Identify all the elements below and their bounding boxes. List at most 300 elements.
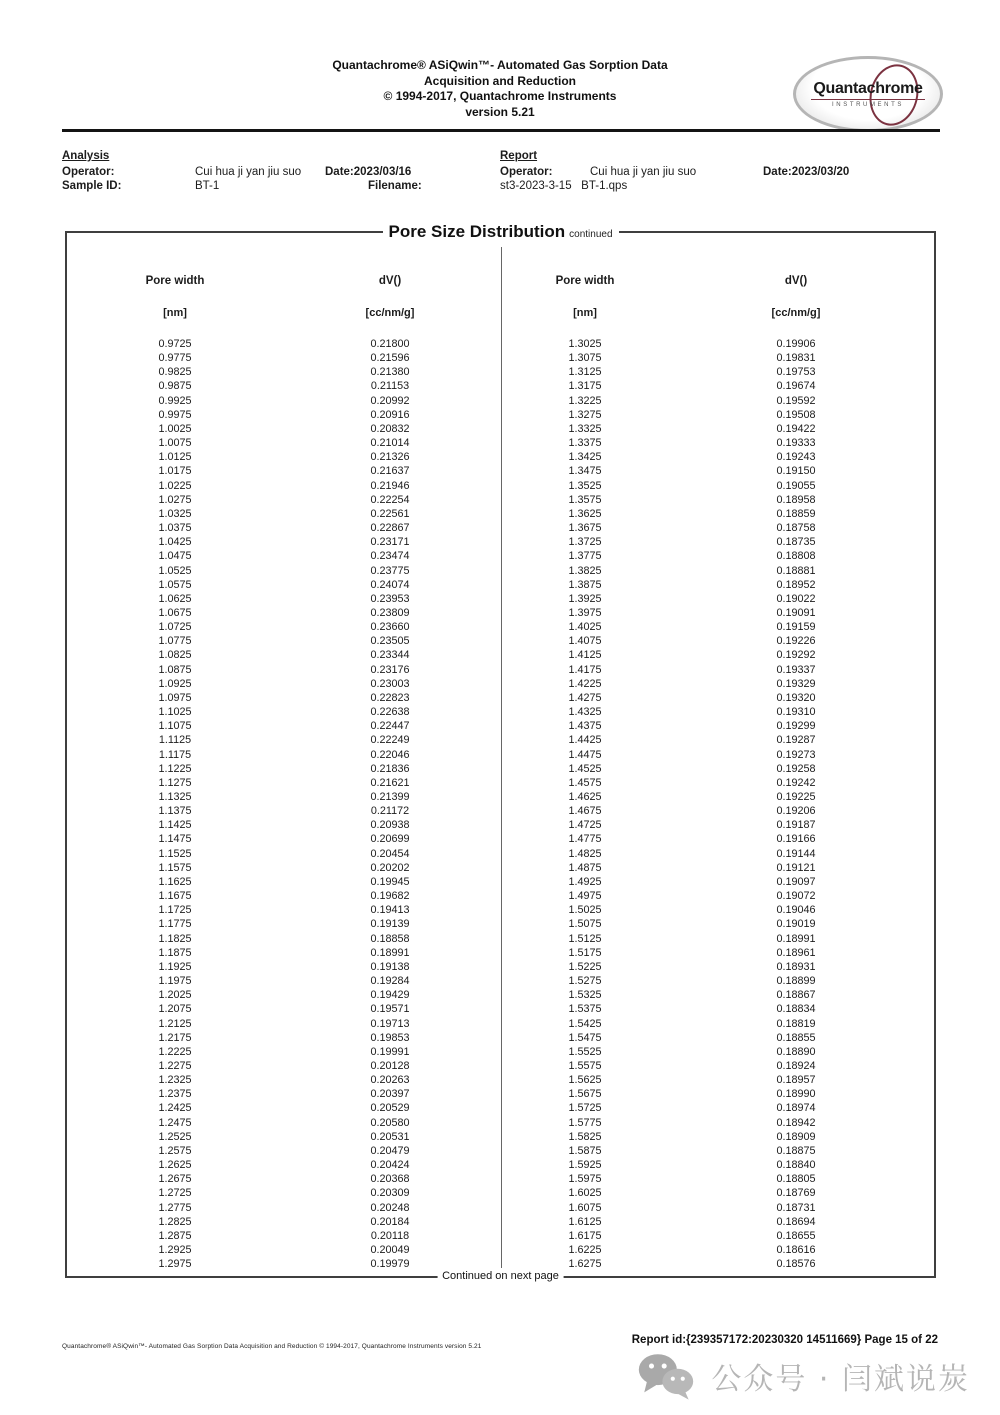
column-unit: [nm] (573, 307, 597, 319)
report-date-value: 2023/03/20 (791, 166, 850, 178)
table-cell: 1.4025 (568, 621, 602, 634)
table-cell: 0.18890 (776, 1045, 816, 1058)
wechat-watermark (637, 1352, 970, 1400)
table-cell: 1.5825 (568, 1130, 602, 1143)
table-cell: 0.19225 (776, 791, 816, 803)
table-cell: 1.5275 (568, 975, 602, 988)
column-header: dV() (378, 275, 402, 287)
table-cell: 1.5675 (568, 1088, 602, 1101)
table-cell: 0.21946 (370, 479, 410, 492)
table-cell: 0.19592 (776, 394, 816, 407)
table-cell: 0.23809 (370, 606, 410, 619)
table-cell: 0.18616 (776, 1244, 816, 1256)
table-cell: 0.19019 (776, 918, 816, 931)
analysis-date-label: Date: (325, 166, 354, 178)
table-cell: 0.18840 (776, 1159, 816, 1172)
table-cell: 0.23775 (370, 564, 410, 577)
table-cell: 0.9925 (158, 394, 192, 407)
header-line-4: version 5.21 (465, 104, 535, 119)
right-dv-column (705, 275, 887, 1271)
table-cell: 1.2425 (158, 1102, 192, 1115)
table-cell: 0.22046 (370, 748, 410, 761)
table-cell: 1.2325 (158, 1074, 192, 1087)
table-cell: 1.5725 (568, 1102, 602, 1115)
table-cell: 1.6075 (568, 1201, 602, 1214)
table-cell: 1.2075 (158, 1003, 192, 1016)
table-cell: 0.18834 (776, 1003, 816, 1016)
report-section-title: Report (500, 150, 538, 162)
table-cell: 0.22823 (370, 691, 410, 704)
table-cell: 1.2925 (158, 1244, 192, 1256)
table-cell: 1.4825 (568, 847, 602, 860)
table-cell: 1.4275 (568, 691, 602, 704)
table-cell: 0.20938 (370, 819, 410, 832)
table-cell: 1.5925 (568, 1159, 602, 1172)
table-cell: 0.19091 (776, 606, 816, 619)
table-cell: 0.21637 (370, 465, 410, 478)
table-cell: 1.1425 (158, 819, 192, 832)
table-cell: 1.3825 (568, 564, 602, 577)
analysis-sample-id-value: BT-1 (195, 180, 220, 192)
table-cell: 1.3975 (568, 606, 602, 619)
table-cell: 0.19713 (370, 1017, 410, 1030)
table-cell: 0.23176 (370, 663, 410, 676)
table-cell: 0.19139 (370, 918, 410, 931)
table-cell: 1.2225 (158, 1045, 192, 1058)
table-cell: 1.1725 (158, 904, 192, 917)
table-cell: 1.4375 (568, 720, 602, 733)
table-cell: 0.22447 (370, 720, 410, 733)
table-cell: 1.1125 (158, 734, 192, 747)
table-cell: 1.3775 (568, 550, 602, 563)
table-cell: 0.19144 (776, 847, 816, 860)
table-cell: 1.0975 (158, 691, 192, 704)
table-cell: 1.1325 (158, 791, 192, 803)
table-cell: 1.0675 (158, 606, 192, 619)
table-cell: 0.18942 (776, 1116, 816, 1129)
table-cell: 0.18855 (776, 1031, 816, 1044)
table-cell: 1.5225 (568, 960, 602, 973)
table-cell: 1.0875 (158, 663, 192, 676)
table-cell: 1.6175 (568, 1229, 602, 1242)
table-cell: 0.22638 (370, 706, 410, 719)
table-cell: 1.5575 (568, 1059, 602, 1072)
table-cell: 1.1075 (158, 720, 192, 733)
table-cell: 1.1625 (158, 875, 192, 888)
table-cell: 1.1775 (158, 918, 192, 931)
table-cell: 1.5475 (568, 1031, 602, 1044)
table-cell: 1.4925 (568, 875, 602, 888)
table-cell: 0.19187 (776, 819, 816, 832)
table-cell: 1.5975 (568, 1173, 602, 1186)
table-cell: 0.18808 (776, 550, 816, 563)
column-header: dV() (784, 275, 808, 287)
table-cell: 1.1675 (158, 890, 192, 903)
table-cell: 0.19337 (776, 663, 816, 676)
continued-note: Continued on next page (437, 1270, 564, 1282)
table-cell: 0.19242 (776, 776, 816, 789)
table-cell: 1.5175 (568, 946, 602, 959)
table-cell: 1.0525 (158, 564, 192, 577)
table-cell: 0.19831 (776, 352, 816, 365)
table-cell: 0.18974 (776, 1102, 816, 1115)
table-cell: 1.6125 (568, 1215, 602, 1228)
table-cell: 1.0025 (158, 422, 192, 435)
analysis-filename-label: Filename: (368, 180, 422, 192)
table-cell: 0.19287 (776, 734, 816, 747)
table-cell: 1.0925 (158, 677, 192, 690)
table-cell: 1.4525 (568, 762, 602, 775)
table-cell: 1.0125 (158, 451, 192, 464)
table-cell: 0.19682 (370, 890, 410, 903)
column-unit: [cc/nm/g] (771, 307, 821, 319)
column-cells (85, 337, 265, 1271)
table-cell: 1.1825 (158, 932, 192, 945)
table-cell: 1.1375 (158, 805, 192, 818)
report-operator-label: Operator: (500, 166, 553, 178)
table-cell: 0.20454 (370, 847, 410, 860)
table-cell: 0.22561 (370, 507, 410, 520)
table-cell: 0.19055 (776, 479, 816, 492)
table-cell: 0.19906 (776, 338, 816, 350)
table-cell: 1.4175 (568, 663, 602, 676)
table-cell: 0.18991 (370, 946, 410, 959)
table-cell: 1.2875 (158, 1229, 192, 1242)
table-cell: 0.20699 (370, 833, 410, 846)
report-date-label: Date: (763, 166, 792, 178)
table-cell: 0.9825 (158, 366, 192, 379)
table-cell: 0.19243 (776, 451, 816, 464)
watermark-text: 公众号 · 闫斌说炭 (711, 1362, 970, 1397)
table-cell: 0.20128 (370, 1059, 410, 1072)
table-cell: 0.18731 (776, 1201, 816, 1214)
table-cell: 1.0225 (158, 479, 192, 492)
header-divider-rule (62, 129, 940, 132)
analysis-sample-id-label: Sample ID: (62, 180, 122, 192)
table-cell: 0.18576 (776, 1258, 816, 1271)
table-cell: 0.20580 (370, 1116, 410, 1129)
table-cell: 1.6025 (568, 1187, 602, 1200)
table-cell: 0.19508 (776, 408, 816, 421)
table-cell: 0.19945 (370, 875, 410, 888)
table-cell: 1.4775 (568, 833, 602, 846)
header-line-3: © 1994-2017, Quantachrome Instruments (383, 89, 617, 103)
table-cell: 1.3725 (568, 536, 602, 549)
wechat-icon (637, 1352, 695, 1400)
table-cell: 1.1275 (158, 776, 192, 789)
table-cell: 0.23953 (370, 592, 410, 605)
table-cell: 0.22254 (370, 493, 410, 506)
table-cell: 0.24074 (370, 578, 410, 591)
table-cell: 0.19292 (776, 649, 816, 662)
table-cell: 0.19991 (370, 1045, 410, 1058)
table-cell: 1.4625 (568, 791, 602, 803)
table-cell: 1.4125 (568, 649, 602, 662)
table-cell: 0.19159 (776, 621, 816, 634)
table-cell: 0.18859 (776, 507, 816, 520)
table-cell: 0.19072 (776, 890, 816, 903)
table-cell: 1.0325 (158, 507, 192, 520)
table-cell: 0.18961 (776, 946, 816, 959)
table-cell: 1.2125 (158, 1017, 192, 1030)
table-cell: 0.18769 (776, 1187, 816, 1200)
table-cell: 1.3875 (568, 578, 602, 591)
table-cell: 1.1575 (158, 861, 192, 874)
table-cell: 0.20309 (370, 1187, 410, 1200)
table-cell: 0.20832 (370, 422, 410, 435)
table-cell: 0.20916 (370, 408, 410, 421)
table-cell: 1.4975 (568, 890, 602, 903)
table-cell: 1.3525 (568, 479, 602, 492)
table-cell: 0.18990 (776, 1088, 816, 1101)
table-cell: 0.18958 (776, 493, 816, 506)
table-cell: 0.9775 (158, 352, 192, 365)
table-cell: 0.18655 (776, 1229, 816, 1242)
table-cell: 0.21380 (370, 366, 410, 379)
table-cell: 1.4225 (568, 677, 602, 690)
analysis-date-value: 2023/03/16 (353, 166, 412, 178)
table-cell: 0.20992 (370, 394, 410, 407)
table-cell: 0.18957 (776, 1074, 816, 1087)
table-cell: 1.0625 (158, 592, 192, 605)
table-cell: 0.18858 (370, 932, 410, 945)
table-cell: 1.3375 (568, 437, 602, 450)
table-cell: 1.3125 (568, 366, 602, 379)
table-cell: 0.23660 (370, 621, 410, 634)
column-cells (300, 337, 480, 1271)
table-cell: 0.19429 (370, 989, 410, 1002)
table-cell: 1.0425 (158, 536, 192, 549)
table-cell: 0.19329 (776, 677, 816, 690)
table-cell: 1.2675 (158, 1173, 192, 1186)
table-cell: 0.9975 (158, 408, 192, 421)
header-line-1: Quantachrome® ASiQwin™- Automated Gas Sorption Data (332, 58, 668, 72)
table-cell: 0.18924 (776, 1059, 816, 1072)
table-cell: 1.5325 (568, 989, 602, 1002)
table-cell: 1.5075 (568, 918, 602, 931)
table-cell: 1.2775 (158, 1201, 192, 1214)
analysis-date (325, 165, 411, 179)
table-cell: 0.19422 (776, 422, 816, 435)
table-cell: 0.19226 (776, 635, 816, 648)
table-cell: 1.4575 (568, 776, 602, 789)
table-cell: 0.19979 (370, 1258, 410, 1271)
table-cell: 1.2975 (158, 1258, 192, 1271)
table-cell: 1.0575 (158, 578, 192, 591)
table-cell: 0.20479 (370, 1144, 410, 1157)
table-cell: 1.2575 (158, 1144, 192, 1157)
table-cell: 1.6275 (568, 1258, 602, 1271)
table-cell: 0.18909 (776, 1130, 816, 1143)
table-cell: 1.4725 (568, 819, 602, 832)
table-cell: 0.18931 (776, 960, 816, 973)
right-pore-width-column (495, 275, 675, 1271)
table-cell: 1.2625 (158, 1159, 192, 1172)
table-cell: 1.4875 (568, 861, 602, 874)
table-cell: 0.19753 (776, 366, 816, 379)
left-pore-width-column (85, 275, 265, 1271)
table-cell: 0.22867 (370, 522, 410, 535)
table-cell: 1.2275 (158, 1059, 192, 1072)
analysis-operator-label: Operator: (62, 166, 115, 178)
table-cell: 1.3425 (568, 451, 602, 464)
table-cell: 0.20049 (370, 1244, 410, 1256)
table-cell: 1.3325 (568, 422, 602, 435)
report-operator-value: Cui hua ji yan jiu suo (590, 166, 697, 178)
table-cell: 1.5375 (568, 1003, 602, 1016)
table-cell: 0.18875 (776, 1144, 816, 1157)
table-cell: 1.0375 (158, 522, 192, 535)
left-dv-column (300, 275, 480, 1271)
table-cell: 0.18881 (776, 564, 816, 577)
table-cell: 0.23505 (370, 635, 410, 648)
table-cell: 1.2375 (158, 1088, 192, 1101)
table-cell: 0.18819 (776, 1017, 816, 1030)
table-cell: 1.4325 (568, 706, 602, 719)
table-cell: 1.1225 (158, 762, 192, 775)
column-unit: [nm] (163, 307, 187, 319)
table-cell: 1.2175 (158, 1031, 192, 1044)
column-header: Pore width (145, 275, 205, 287)
table-cell: 0.19121 (776, 861, 816, 874)
table-cell: 1.5875 (568, 1144, 602, 1157)
table-cell: 0.20397 (370, 1088, 410, 1101)
table-cell: 0.20118 (370, 1229, 410, 1242)
table-cell: 1.1475 (158, 833, 192, 846)
table-cell: 1.1525 (158, 847, 192, 860)
table-cell: 0.23344 (370, 649, 410, 662)
pore-size-distribution-table (65, 222, 936, 1282)
table-cell: 1.5625 (568, 1074, 602, 1087)
table-cell: 1.0275 (158, 493, 192, 506)
logo-brand-text: Quantachrome (811, 80, 924, 100)
table-cell: 0.19853 (370, 1031, 410, 1044)
table-cell: 0.18867 (776, 989, 816, 1002)
table-cell: 0.20263 (370, 1074, 410, 1087)
table-cell: 1.1175 (158, 748, 192, 761)
table-cell: 0.18805 (776, 1173, 816, 1186)
table-cell: 0.23003 (370, 677, 410, 690)
table-cell: 0.19299 (776, 720, 816, 733)
table-cell: 0.19166 (776, 833, 816, 846)
table-cell: 0.20531 (370, 1130, 410, 1143)
table-cell: 0.18758 (776, 522, 816, 535)
table-cell: 1.3575 (568, 493, 602, 506)
table-title (382, 222, 618, 242)
table-cell: 0.18952 (776, 578, 816, 591)
table-cell: 0.18899 (776, 975, 816, 988)
table-cell: 1.5425 (568, 1017, 602, 1030)
table-cell: 1.0075 (158, 437, 192, 450)
table-cell: 1.5025 (568, 904, 602, 917)
table-cell: 0.19320 (776, 691, 816, 704)
table-cell: 0.21153 (370, 380, 410, 393)
report-date (763, 165, 849, 179)
table-cell: 1.5775 (568, 1116, 602, 1129)
table-cell: 0.21014 (370, 437, 410, 450)
table-cell: 0.21836 (370, 762, 410, 775)
table-cell: 1.0775 (158, 635, 192, 648)
column-cells (705, 337, 887, 1271)
table-cell: 1.0475 (158, 550, 192, 563)
table-cell: 0.23171 (370, 536, 410, 549)
column-unit: [cc/nm/g] (365, 307, 415, 319)
table-cell: 0.21596 (370, 352, 410, 365)
table-cell: 0.20368 (370, 1173, 410, 1186)
table-cell: 1.3275 (568, 408, 602, 421)
header-line-2: Acquisition and Reduction (424, 73, 576, 88)
table-cell: 0.20184 (370, 1215, 410, 1228)
table-cell: 1.0725 (158, 621, 192, 634)
table-cell: 1.2525 (158, 1130, 192, 1143)
table-cell: 0.21172 (370, 805, 410, 818)
table-cell: 0.18735 (776, 536, 816, 549)
table-cell: 0.19022 (776, 592, 816, 605)
table-cell: 1.2025 (158, 989, 192, 1002)
table-cell: 0.22249 (370, 734, 410, 747)
table-cell: 1.3625 (568, 507, 602, 520)
table-cell: 0.21399 (370, 791, 410, 803)
table-cell: 0.19138 (370, 960, 410, 973)
table-title-text: Pore Size Distribution (388, 222, 566, 241)
table-cell: 0.19284 (370, 975, 410, 988)
table-cell: 0.20248 (370, 1201, 410, 1214)
logo-sub-text: INSTRUMENTS (832, 102, 904, 108)
table-cell: 1.4075 (568, 635, 602, 648)
table-cell: 1.2475 (158, 1116, 192, 1129)
table-cell: 0.19046 (776, 904, 816, 917)
table-cell: 0.19258 (776, 762, 816, 775)
report-filename-value: st3-2023-3-15 BT-1.qps (500, 180, 628, 192)
table-cell: 0.19150 (776, 465, 816, 478)
column-header: Pore width (555, 275, 615, 287)
table-cell: 0.19571 (370, 1003, 410, 1016)
table-cell: 0.20424 (370, 1159, 410, 1172)
table-cell: 0.18694 (776, 1215, 816, 1228)
table-cell: 1.3475 (568, 465, 602, 478)
table-cell: 0.23474 (370, 550, 410, 563)
table-cell: 1.2725 (158, 1187, 192, 1200)
table-cell: 1.1875 (158, 946, 192, 959)
table-cell: 0.19206 (776, 805, 816, 818)
table-cell: 1.6225 (568, 1244, 602, 1256)
footer-report-id-page: Report id:{239357172:20230320 14511669} Page 15 of 22 (631, 1334, 938, 1346)
analysis-section-title: Analysis (62, 150, 110, 162)
table-cell: 1.3925 (568, 592, 602, 605)
table-cell: 1.0825 (158, 649, 192, 662)
table-cell: 0.19413 (370, 904, 410, 917)
table-cell: 0.20529 (370, 1102, 410, 1115)
table-cell: 1.1975 (158, 975, 192, 988)
table-cell: 0.18991 (776, 932, 816, 945)
table-cell: 0.21621 (370, 776, 410, 789)
table-cell: 1.5125 (568, 932, 602, 945)
quantachrome-logo (793, 56, 943, 132)
table-cell: 1.3175 (568, 380, 602, 393)
table-cell: 1.5525 (568, 1045, 602, 1058)
table-cell: 1.0175 (158, 465, 192, 478)
table-cell: 0.9875 (158, 380, 192, 393)
table-cell: 0.19097 (776, 875, 816, 888)
table-cell: 1.3075 (568, 352, 602, 365)
footer-copyright: Quantachrome® ASiQwin™- Automated Gas Sorption Data Acquisition and Reduction © 1994-2017, Quantachrome Instruments version 5.21 (62, 1343, 482, 1350)
table-cell: 1.3675 (568, 522, 602, 535)
table-cell: 1.1925 (158, 960, 192, 973)
table-cell: 0.19310 (776, 706, 816, 719)
table-cell: 1.3225 (568, 394, 602, 407)
column-cells (495, 337, 675, 1271)
table-cell: 1.4425 (568, 734, 602, 747)
